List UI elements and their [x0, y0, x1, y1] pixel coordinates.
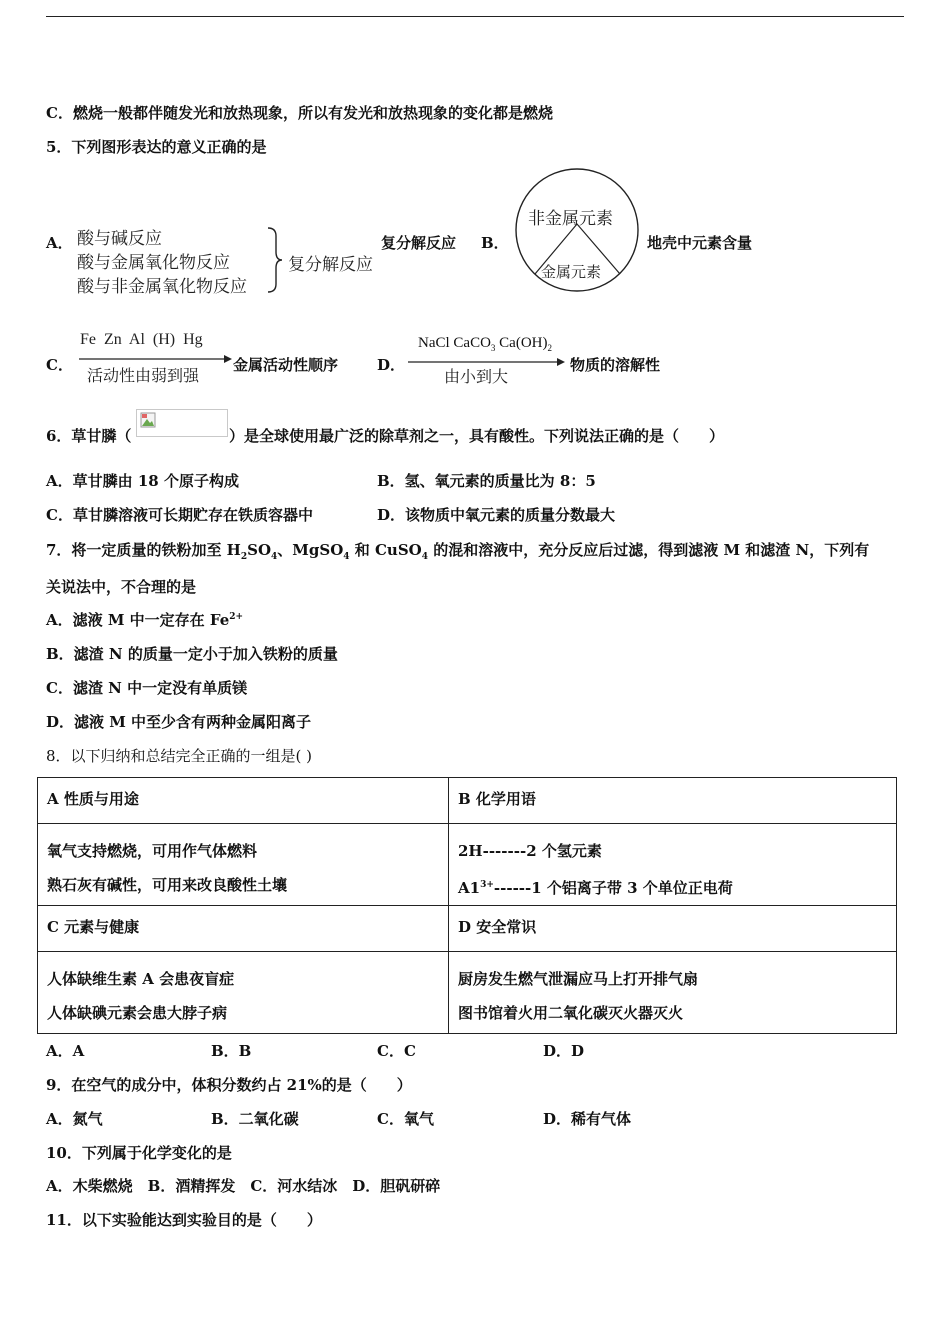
q8-cell-d-head: D 安全常识: [449, 906, 897, 952]
q6-option-b: B．氢、氧元素的质量比为 8：5: [377, 472, 596, 490]
q7-option-b: B．滤渣 N 的质量一定小于加入铁粉的质量: [46, 645, 338, 663]
q9-option-b: B．二氧化碳: [211, 1110, 299, 1128]
q5-option-b-label: B．: [481, 234, 509, 252]
q5-a-brace: [264, 226, 284, 294]
q6-stem-start: 6．草甘膦（: [46, 427, 132, 445]
q8-b-line: 2H-------2 个氢元素: [458, 842, 602, 860]
q5-option-a-result: 复分解反应: [381, 234, 457, 252]
q8-option-a: A．A: [46, 1042, 85, 1060]
q9-option-a: A．氮气: [46, 1110, 103, 1128]
q8-a-line: 氧气支持燃烧，可用作气体燃料: [47, 842, 258, 860]
q8-cell-d-body: [449, 952, 897, 1034]
q8-d-line: 图书馆着火用二氧化碳灭火器灭火: [458, 1004, 684, 1022]
q7-option-a-text: A．滤液 M 中一定存在 Fe: [46, 611, 230, 629]
q5-c-metal: Fe: [80, 331, 96, 348]
header-rule: [46, 16, 904, 17]
q5-c-metal: Zn: [104, 331, 122, 348]
q5-a-item: 酸与金属氧化物反应: [77, 253, 230, 273]
q9-stem: 9．在空气的成分中，体积分数约占 21%的是（ ）: [46, 1076, 412, 1094]
q8-c-line: 人体缺维生素 A 会患夜盲症: [47, 970, 235, 988]
q5-b-bottom-label: 金属元素: [541, 263, 602, 281]
q8-cell-a-body: [38, 824, 449, 906]
q8-c-line: 人体缺碘元素会患大脖子病: [47, 1004, 228, 1022]
q8-option-b: B．B: [211, 1042, 252, 1060]
q5-c-metal: Hg: [183, 331, 203, 348]
q7-option-c: C．滤渣 N 中一定没有单质镁: [46, 679, 248, 697]
q5-stem: 5．下列图形表达的意义正确的是: [46, 138, 267, 156]
q5-d-arrow-caption: 由小到大: [444, 367, 509, 386]
q6-option-a: A．草甘膦由 18 个原子构成: [46, 472, 239, 490]
q9-option-d: D．稀有气体: [543, 1110, 632, 1128]
q5-b-top-label: 非金属元素: [528, 209, 613, 229]
q8-option-c: C．C: [377, 1042, 416, 1060]
q8-a-line: 熟石灰有碱性，可用来改良酸性土壤: [47, 876, 288, 894]
q8-b-line-text: ------1 个铝离子带 3 个单位正电荷: [493, 879, 733, 897]
q8-cell-b-body: [449, 824, 897, 906]
q9-option-c: C．氧气: [377, 1110, 434, 1128]
q8-cell-a-head: A 性质与用途: [38, 778, 449, 824]
q8-cell-c-body: [38, 952, 449, 1034]
q8-option-d: D．D: [543, 1042, 585, 1060]
q7-option-d: D．滤液 M 中至少含有两种金属阳离子: [46, 713, 312, 731]
q7-stem-line2: 关说法中，不合理的是: [46, 578, 197, 596]
q5-a-brace-label: 复分解反应: [288, 255, 373, 275]
q5-option-c-result: 金属活动性顺序: [233, 356, 339, 374]
q5-option-b-result: 地壳中元素含量: [647, 234, 753, 252]
q5-option-d-label: D．: [377, 356, 406, 374]
q6-option-d: D．该物质中氧元素的质量分数最大: [377, 506, 616, 524]
q5-option-c-label: C．: [46, 356, 73, 374]
q7-stem-line1: 7．将一定质量的铁粉加至 $H_2SO_4$、MgSO$_4$ 和 CuSO$_4$ 的混和溶液中，充分反应后过滤，得到滤液 M 和滤渣 N，下列有: [46, 541, 870, 562]
q8-stem: 8．以下归纳和总结完全正确的一组是( ): [46, 747, 313, 765]
q5-a-item: 酸与非金属氧化物反应: [77, 277, 247, 297]
q11-stem: 11．以下实验能达到实验目的是（ ）: [46, 1211, 322, 1229]
q8-cell-c-head: C 元素与健康: [38, 906, 449, 952]
q8-d-line: 厨房发生燃气泄漏应马上打开排气扇: [458, 970, 699, 988]
q6-stem-end: ）是全球使用最广泛的除草剂之一，具有酸性。下列说法正确的是（ ）: [229, 427, 725, 445]
q5-c-metal: Al: [128, 331, 145, 348]
q5-c-metal-row: [80, 331, 203, 349]
q10-options: A．木柴燃烧 B．酒精挥发 C．河水结冰 D．胆矾研碎: [46, 1177, 441, 1195]
q5-c-metal: (H): [152, 331, 176, 348]
broken-image-icon: [140, 412, 156, 428]
q5-c-arrow-caption: 活动性由弱到强: [87, 366, 200, 385]
q4-option-c: C．燃烧一般都伴随发光和放热现象，所以有发光和放热现象的变化都是燃烧: [46, 104, 553, 122]
q10-stem: 10．下列属于化学变化的是: [46, 1144, 232, 1162]
q5-option-d-result: 物质的溶解性: [570, 356, 661, 374]
q8-b-line: $A1^{3+}------1$ 个铝离子带 3 个单位正电荷: [458, 879, 733, 897]
q7-option-a: A．滤液 M 中一定存在 $Fe^{2+}$: [46, 611, 244, 629]
q5-a-item: 酸与碱反应: [77, 229, 162, 249]
q6-structure-image: [136, 409, 228, 437]
q5-option-a-label: A．: [46, 234, 73, 252]
q5-a-reaction-list: [77, 227, 247, 299]
q8-cell-b-head: B 化学用语: [449, 778, 897, 824]
q6-option-c: C．草甘膦溶液可长期贮存在铁质容器中: [46, 506, 313, 524]
q8-table: [37, 777, 897, 1034]
q5-d-formula-row: NaCl CaCO$_3$ $Ca(OH)_2$: [418, 335, 552, 353]
